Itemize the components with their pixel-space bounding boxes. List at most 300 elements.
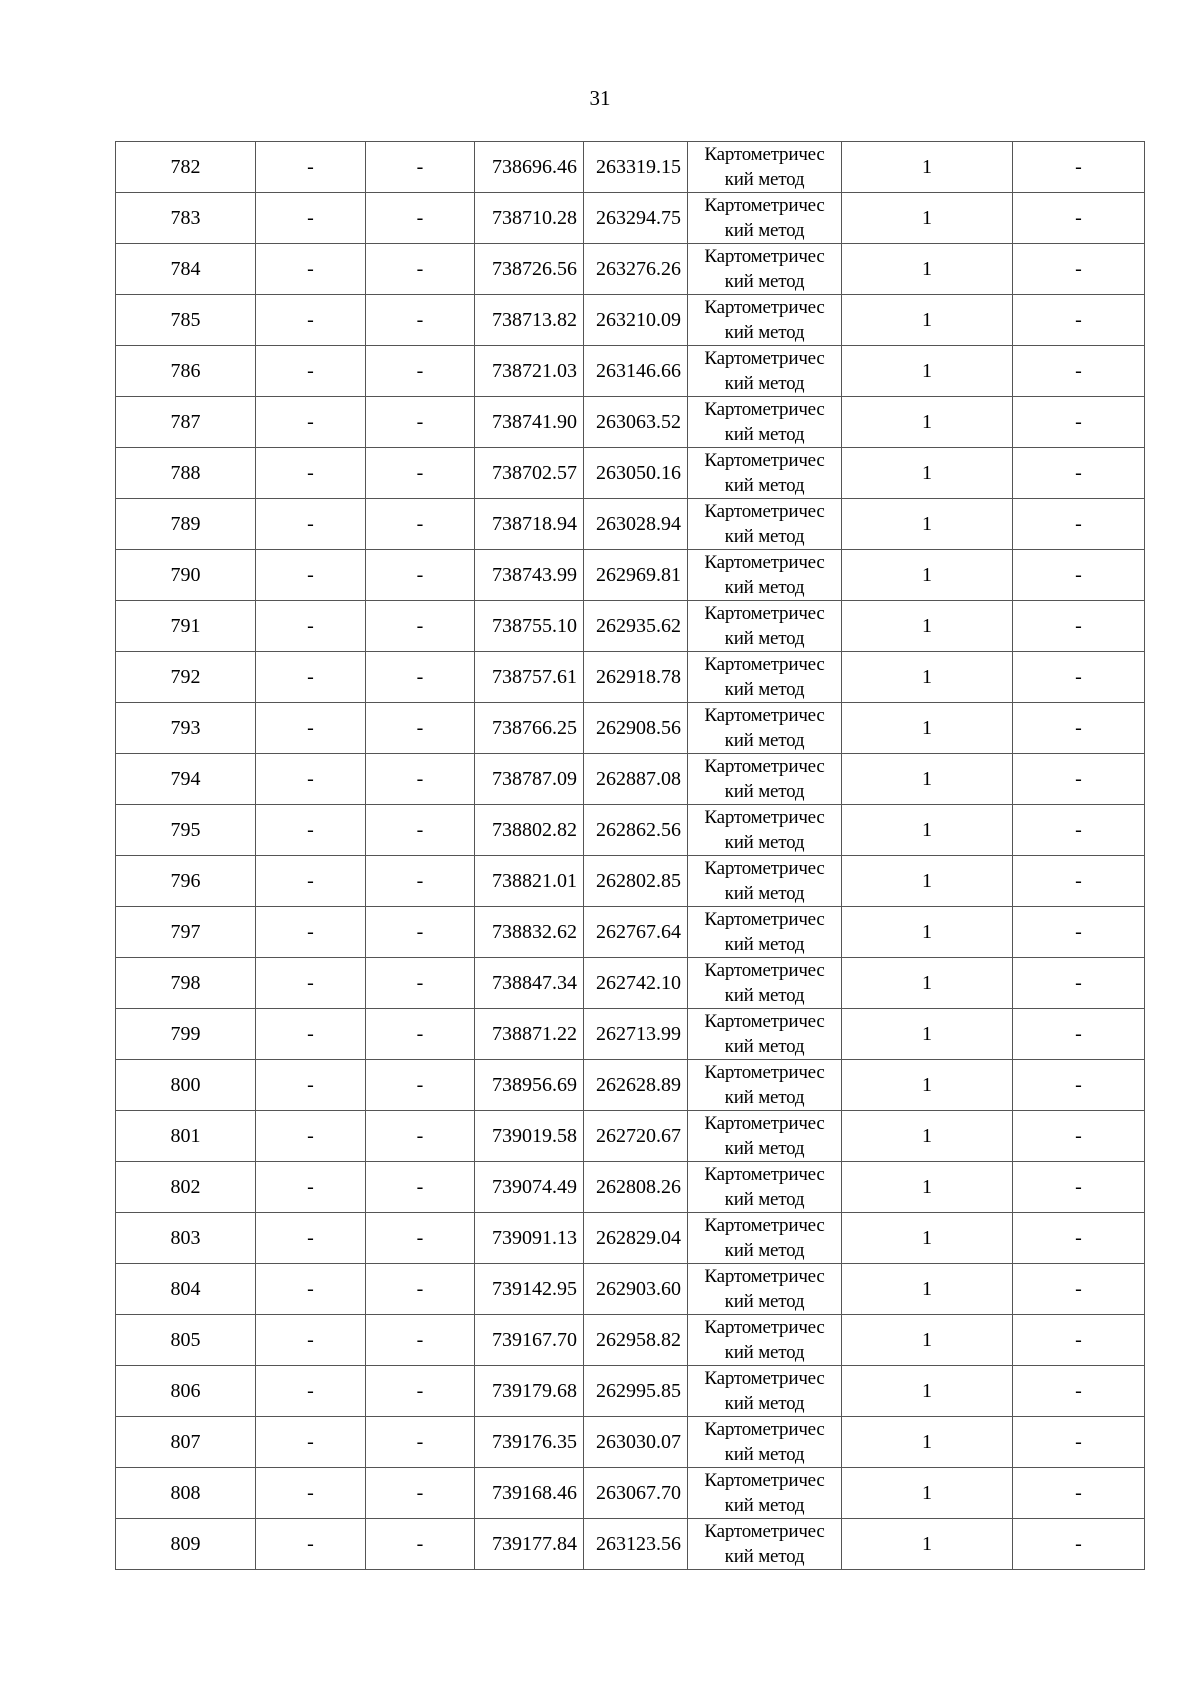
method-line-1: Картометричес: [704, 144, 825, 165]
x-coordinate-cell: 739074.49: [475, 1162, 584, 1213]
empty-cell: -: [366, 703, 475, 754]
y-coordinate-cell: 263067.70: [584, 1468, 688, 1519]
empty-cell: -: [366, 346, 475, 397]
method-cell: [688, 1315, 842, 1366]
empty-cell: -: [366, 1315, 475, 1366]
table-row: [116, 805, 1145, 856]
method-line-1: Картометричес: [704, 348, 825, 369]
table-row: [116, 754, 1145, 805]
x-coordinate-cell: 739019.58: [475, 1111, 584, 1162]
y-coordinate-cell: 263210.09: [584, 295, 688, 346]
table-row: [116, 397, 1145, 448]
method-line-2: кий метод: [724, 1087, 805, 1108]
point-number-cell: 798: [116, 958, 256, 1009]
y-coordinate-cell: 262829.04: [584, 1213, 688, 1264]
method-line-2: кий метод: [724, 883, 805, 904]
method-cell: [688, 754, 842, 805]
method-cell: [688, 1264, 842, 1315]
point-number-cell: 794: [116, 754, 256, 805]
method-line-1: Картометричес: [704, 1011, 825, 1032]
method-cell: [688, 295, 842, 346]
x-coordinate-cell: 738696.46: [475, 142, 584, 193]
method-line-2: кий метод: [724, 1036, 805, 1057]
empty-cell: -: [1013, 1468, 1145, 1519]
method-cell: [688, 652, 842, 703]
empty-cell: -: [256, 1009, 366, 1060]
method-line-1: Картометричес: [704, 654, 825, 675]
empty-cell: -: [256, 499, 366, 550]
x-coordinate-cell: 738755.10: [475, 601, 584, 652]
empty-cell: -: [256, 1111, 366, 1162]
method-line-1: Картометричес: [704, 246, 825, 267]
point-number-cell: 789: [116, 499, 256, 550]
empty-cell: -: [1013, 907, 1145, 958]
empty-cell: -: [366, 754, 475, 805]
method-line-2: кий метод: [724, 169, 805, 190]
method-line-2: кий метод: [724, 1444, 805, 1465]
empty-cell: -: [366, 1060, 475, 1111]
empty-cell: -: [1013, 652, 1145, 703]
table-row: [116, 703, 1145, 754]
point-number-cell: 804: [116, 1264, 256, 1315]
empty-cell: -: [1013, 1417, 1145, 1468]
method-line-1: Картометричес: [704, 297, 825, 318]
y-coordinate-cell: 262935.62: [584, 601, 688, 652]
x-coordinate-cell: 739179.68: [475, 1366, 584, 1417]
method-line-1: Картометричес: [704, 705, 825, 726]
empty-cell: -: [256, 295, 366, 346]
y-coordinate-cell: 263276.26: [584, 244, 688, 295]
accuracy-cell: 1: [842, 856, 1013, 907]
empty-cell: -: [256, 1162, 366, 1213]
method-line-2: кий метод: [724, 934, 805, 955]
method-cell: [688, 805, 842, 856]
empty-cell: -: [366, 805, 475, 856]
accuracy-cell: 1: [842, 244, 1013, 295]
empty-cell: -: [256, 1315, 366, 1366]
y-coordinate-cell: 263050.16: [584, 448, 688, 499]
empty-cell: -: [256, 244, 366, 295]
method-line-1: Картометричес: [704, 1215, 825, 1236]
y-coordinate-cell: 263146.66: [584, 346, 688, 397]
empty-cell: -: [366, 958, 475, 1009]
empty-cell: -: [366, 1519, 475, 1570]
method-line-1: Картометричес: [704, 450, 825, 471]
empty-cell: -: [366, 1009, 475, 1060]
method-cell: [688, 1468, 842, 1519]
empty-cell: -: [1013, 1366, 1145, 1417]
method-cell: [688, 703, 842, 754]
table-row: [116, 1315, 1145, 1366]
empty-cell: -: [1013, 1111, 1145, 1162]
point-number-cell: 797: [116, 907, 256, 958]
point-number-cell: 802: [116, 1162, 256, 1213]
y-coordinate-cell: 262808.26: [584, 1162, 688, 1213]
x-coordinate-cell: 738832.62: [475, 907, 584, 958]
empty-cell: -: [1013, 805, 1145, 856]
empty-cell: -: [366, 1264, 475, 1315]
method-line-2: кий метод: [724, 1495, 805, 1516]
empty-cell: -: [1013, 1060, 1145, 1111]
method-cell: [688, 1060, 842, 1111]
y-coordinate-cell: 263028.94: [584, 499, 688, 550]
table-row: [116, 550, 1145, 601]
method-cell: [688, 1366, 842, 1417]
x-coordinate-cell: 738766.25: [475, 703, 584, 754]
method-line-1: Картометричес: [704, 1266, 825, 1287]
empty-cell: -: [366, 1162, 475, 1213]
method-line-1: Картометричес: [704, 1164, 825, 1185]
empty-cell: -: [256, 805, 366, 856]
table-body: [116, 142, 1145, 1570]
method-cell: [688, 1519, 842, 1570]
x-coordinate-cell: 739168.46: [475, 1468, 584, 1519]
method-line-2: кий метод: [724, 628, 805, 649]
y-coordinate-cell: 262958.82: [584, 1315, 688, 1366]
empty-cell: -: [366, 601, 475, 652]
table-row: [116, 1417, 1145, 1468]
table-row: [116, 244, 1145, 295]
method-cell: [688, 601, 842, 652]
point-number-cell: 790: [116, 550, 256, 601]
method-cell: [688, 1009, 842, 1060]
method-line-1: Картометричес: [704, 399, 825, 420]
accuracy-cell: 1: [842, 1162, 1013, 1213]
y-coordinate-cell: 262713.99: [584, 1009, 688, 1060]
point-number-cell: 809: [116, 1519, 256, 1570]
method-line-1: Картометричес: [704, 756, 825, 777]
table-row: [116, 499, 1145, 550]
method-cell: [688, 1162, 842, 1213]
point-number-cell: 808: [116, 1468, 256, 1519]
method-line-2: кий метод: [724, 730, 805, 751]
point-number-cell: 793: [116, 703, 256, 754]
method-line-1: Картометричес: [704, 1419, 825, 1440]
y-coordinate-cell: 262862.56: [584, 805, 688, 856]
y-coordinate-cell: 262995.85: [584, 1366, 688, 1417]
point-number-cell: 796: [116, 856, 256, 907]
accuracy-cell: 1: [842, 703, 1013, 754]
point-number-cell: 783: [116, 193, 256, 244]
empty-cell: -: [1013, 754, 1145, 805]
x-coordinate-cell: 738718.94: [475, 499, 584, 550]
method-line-2: кий метод: [724, 526, 805, 547]
empty-cell: -: [1013, 703, 1145, 754]
accuracy-cell: 1: [842, 907, 1013, 958]
empty-cell: -: [366, 244, 475, 295]
y-coordinate-cell: 262908.56: [584, 703, 688, 754]
empty-cell: -: [256, 1264, 366, 1315]
method-line-1: Картометричес: [704, 1317, 825, 1338]
empty-cell: -: [1013, 1009, 1145, 1060]
accuracy-cell: 1: [842, 142, 1013, 193]
table-row: [116, 1009, 1145, 1060]
method-line-1: Картометричес: [704, 1470, 825, 1491]
accuracy-cell: 1: [842, 652, 1013, 703]
empty-cell: -: [1013, 346, 1145, 397]
table-row: [116, 601, 1145, 652]
empty-cell: -: [366, 1366, 475, 1417]
empty-cell: -: [366, 550, 475, 601]
point-number-cell: 782: [116, 142, 256, 193]
empty-cell: -: [256, 856, 366, 907]
method-line-1: Картометричес: [704, 909, 825, 930]
method-line-2: кий метод: [724, 220, 805, 241]
table-row: [116, 193, 1145, 244]
table-row: [116, 1060, 1145, 1111]
method-line-2: кий метод: [724, 985, 805, 1006]
method-line-2: кий метод: [724, 271, 805, 292]
y-coordinate-cell: 263123.56: [584, 1519, 688, 1570]
empty-cell: -: [1013, 601, 1145, 652]
accuracy-cell: 1: [842, 1060, 1013, 1111]
method-line-2: кий метод: [724, 1546, 805, 1567]
x-coordinate-cell: 738710.28: [475, 193, 584, 244]
empty-cell: -: [366, 652, 475, 703]
x-coordinate-cell: 738871.22: [475, 1009, 584, 1060]
accuracy-cell: 1: [842, 1519, 1013, 1570]
y-coordinate-cell: 262903.60: [584, 1264, 688, 1315]
accuracy-cell: 1: [842, 499, 1013, 550]
method-line-2: кий метод: [724, 577, 805, 598]
table-row: [116, 1519, 1145, 1570]
y-coordinate-cell: 262628.89: [584, 1060, 688, 1111]
x-coordinate-cell: 738787.09: [475, 754, 584, 805]
method-line-2: кий метод: [724, 1342, 805, 1363]
method-line-2: кий метод: [724, 832, 805, 853]
empty-cell: -: [1013, 550, 1145, 601]
point-number-cell: 784: [116, 244, 256, 295]
method-line-1: Картометричес: [704, 1113, 825, 1134]
y-coordinate-cell: 262742.10: [584, 958, 688, 1009]
table-row: [116, 1162, 1145, 1213]
table-row: [116, 295, 1145, 346]
empty-cell: -: [1013, 142, 1145, 193]
empty-cell: -: [256, 193, 366, 244]
method-line-1: Картометричес: [704, 552, 825, 573]
method-line-1: Картометричес: [704, 195, 825, 216]
point-number-cell: 806: [116, 1366, 256, 1417]
y-coordinate-cell: 263294.75: [584, 193, 688, 244]
table-row: [116, 856, 1145, 907]
empty-cell: -: [1013, 193, 1145, 244]
empty-cell: -: [256, 958, 366, 1009]
method-line-2: кий метод: [724, 373, 805, 394]
point-number-cell: 807: [116, 1417, 256, 1468]
empty-cell: -: [366, 1468, 475, 1519]
empty-cell: -: [1013, 958, 1145, 1009]
x-coordinate-cell: 738721.03: [475, 346, 584, 397]
page-number: 31: [589, 86, 611, 110]
accuracy-cell: 1: [842, 1009, 1013, 1060]
method-cell: [688, 1417, 842, 1468]
x-coordinate-cell: 738702.57: [475, 448, 584, 499]
y-coordinate-cell: 263319.15: [584, 142, 688, 193]
x-coordinate-cell: 739176.35: [475, 1417, 584, 1468]
point-number-cell: 787: [116, 397, 256, 448]
empty-cell: -: [1013, 499, 1145, 550]
point-number-cell: 805: [116, 1315, 256, 1366]
empty-cell: -: [366, 295, 475, 346]
point-number-cell: 799: [116, 1009, 256, 1060]
empty-cell: -: [256, 754, 366, 805]
method-cell: [688, 193, 842, 244]
accuracy-cell: 1: [842, 601, 1013, 652]
table-row: [116, 958, 1145, 1009]
empty-cell: -: [1013, 1315, 1145, 1366]
y-coordinate-cell: 262887.08: [584, 754, 688, 805]
table-row: [116, 1264, 1145, 1315]
table-row: [116, 907, 1145, 958]
y-coordinate-cell: 262767.64: [584, 907, 688, 958]
empty-cell: -: [1013, 1264, 1145, 1315]
empty-cell: -: [256, 1417, 366, 1468]
x-coordinate-cell: 739177.84: [475, 1519, 584, 1570]
table-row: [116, 1111, 1145, 1162]
method-line-1: Картометричес: [704, 1521, 825, 1542]
method-line-2: кий метод: [724, 1291, 805, 1312]
empty-cell: -: [256, 346, 366, 397]
accuracy-cell: 1: [842, 550, 1013, 601]
x-coordinate-cell: 738713.82: [475, 295, 584, 346]
point-number-cell: 785: [116, 295, 256, 346]
empty-cell: -: [1013, 1519, 1145, 1570]
point-number-cell: 788: [116, 448, 256, 499]
empty-cell: -: [366, 907, 475, 958]
accuracy-cell: 1: [842, 1315, 1013, 1366]
empty-cell: -: [256, 550, 366, 601]
method-cell: [688, 397, 842, 448]
accuracy-cell: 1: [842, 805, 1013, 856]
method-line-2: кий метод: [724, 781, 805, 802]
empty-cell: -: [256, 601, 366, 652]
x-coordinate-cell: 738757.61: [475, 652, 584, 703]
accuracy-cell: 1: [842, 958, 1013, 1009]
table-row: [116, 1213, 1145, 1264]
empty-cell: -: [256, 703, 366, 754]
empty-cell: -: [256, 1519, 366, 1570]
empty-cell: -: [1013, 448, 1145, 499]
table-row: [116, 652, 1145, 703]
method-line-1: Картометричес: [704, 603, 825, 624]
x-coordinate-cell: 738847.34: [475, 958, 584, 1009]
method-cell: [688, 448, 842, 499]
empty-cell: -: [366, 856, 475, 907]
x-coordinate-cell: 738741.90: [475, 397, 584, 448]
empty-cell: -: [1013, 397, 1145, 448]
point-number-cell: 795: [116, 805, 256, 856]
point-number-cell: 792: [116, 652, 256, 703]
x-coordinate-cell: 739091.13: [475, 1213, 584, 1264]
accuracy-cell: 1: [842, 1111, 1013, 1162]
method-cell: [688, 1111, 842, 1162]
empty-cell: -: [366, 1111, 475, 1162]
y-coordinate-cell: 262802.85: [584, 856, 688, 907]
x-coordinate-cell: 738726.56: [475, 244, 584, 295]
empty-cell: -: [256, 907, 366, 958]
empty-cell: -: [1013, 1162, 1145, 1213]
empty-cell: -: [366, 1417, 475, 1468]
y-coordinate-cell: 262969.81: [584, 550, 688, 601]
method-cell: [688, 142, 842, 193]
accuracy-cell: 1: [842, 1366, 1013, 1417]
empty-cell: -: [1013, 295, 1145, 346]
empty-cell: -: [256, 397, 366, 448]
method-line-1: Картометричес: [704, 960, 825, 981]
method-line-2: кий метод: [724, 1240, 805, 1261]
method-line-2: кий метод: [724, 1393, 805, 1414]
accuracy-cell: 1: [842, 1264, 1013, 1315]
empty-cell: -: [366, 142, 475, 193]
method-line-1: Картометричес: [704, 1368, 825, 1389]
x-coordinate-cell: 739142.95: [475, 1264, 584, 1315]
method-cell: [688, 346, 842, 397]
empty-cell: -: [1013, 1213, 1145, 1264]
accuracy-cell: 1: [842, 397, 1013, 448]
method-line-2: кий метод: [724, 475, 805, 496]
method-line-1: Картометричес: [704, 858, 825, 879]
empty-cell: -: [1013, 856, 1145, 907]
point-number-cell: 786: [116, 346, 256, 397]
method-cell: [688, 958, 842, 1009]
accuracy-cell: 1: [842, 295, 1013, 346]
accuracy-cell: 1: [842, 1468, 1013, 1519]
y-coordinate-cell: 263030.07: [584, 1417, 688, 1468]
method-line-2: кий метод: [724, 679, 805, 700]
method-line-1: Картометричес: [704, 1062, 825, 1083]
point-number-cell: 800: [116, 1060, 256, 1111]
empty-cell: -: [256, 1213, 366, 1264]
accuracy-cell: 1: [842, 1417, 1013, 1468]
empty-cell: -: [256, 1060, 366, 1111]
method-line-2: кий метод: [724, 424, 805, 445]
empty-cell: -: [1013, 244, 1145, 295]
method-line-2: кий метод: [724, 1189, 805, 1210]
x-coordinate-cell: 739167.70: [475, 1315, 584, 1366]
empty-cell: -: [366, 448, 475, 499]
accuracy-cell: 1: [842, 193, 1013, 244]
accuracy-cell: 1: [842, 754, 1013, 805]
method-cell: [688, 499, 842, 550]
table-row: [116, 142, 1145, 193]
method-cell: [688, 907, 842, 958]
accuracy-cell: 1: [842, 346, 1013, 397]
method-line-2: кий метод: [724, 322, 805, 343]
x-coordinate-cell: 738821.01: [475, 856, 584, 907]
method-line-1: Картометричес: [704, 501, 825, 522]
method-cell: [688, 550, 842, 601]
table-row: [116, 346, 1145, 397]
accuracy-cell: 1: [842, 448, 1013, 499]
point-number-cell: 791: [116, 601, 256, 652]
table-row: [116, 448, 1145, 499]
method-cell: [688, 1213, 842, 1264]
empty-cell: -: [256, 652, 366, 703]
x-coordinate-cell: 738956.69: [475, 1060, 584, 1111]
point-number-cell: 803: [116, 1213, 256, 1264]
empty-cell: -: [366, 1213, 475, 1264]
empty-cell: -: [256, 1468, 366, 1519]
method-cell: [688, 856, 842, 907]
table-row: [116, 1468, 1145, 1519]
x-coordinate-cell: 738743.99: [475, 550, 584, 601]
accuracy-cell: 1: [842, 1213, 1013, 1264]
y-coordinate-cell: 262720.67: [584, 1111, 688, 1162]
empty-cell: -: [366, 193, 475, 244]
table-row: [116, 1366, 1145, 1417]
coordinates-table: [115, 141, 1145, 1570]
empty-cell: -: [256, 142, 366, 193]
